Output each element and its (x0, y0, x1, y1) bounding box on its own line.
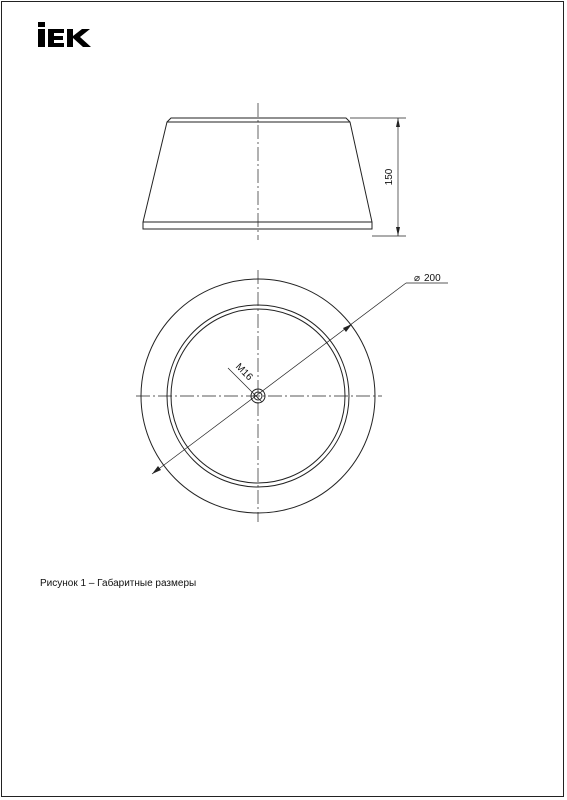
height-dimension-text: 150 (384, 168, 395, 186)
figure-caption: Рисунок 1 – Габаритные размеры (40, 578, 197, 589)
diameter-dimension-text: 200 (424, 273, 441, 284)
diameter-arrow-bottom (152, 466, 161, 474)
cone-outline (143, 118, 372, 229)
side-view (143, 103, 406, 240)
diameter-arrow-top (343, 324, 352, 332)
height-arrow-bottom (396, 227, 400, 236)
height-arrow-top (396, 118, 400, 127)
top-view (136, 270, 448, 522)
diameter-symbol: ⌀ (414, 273, 421, 284)
thread-dimension-text: M16 (233, 361, 255, 383)
